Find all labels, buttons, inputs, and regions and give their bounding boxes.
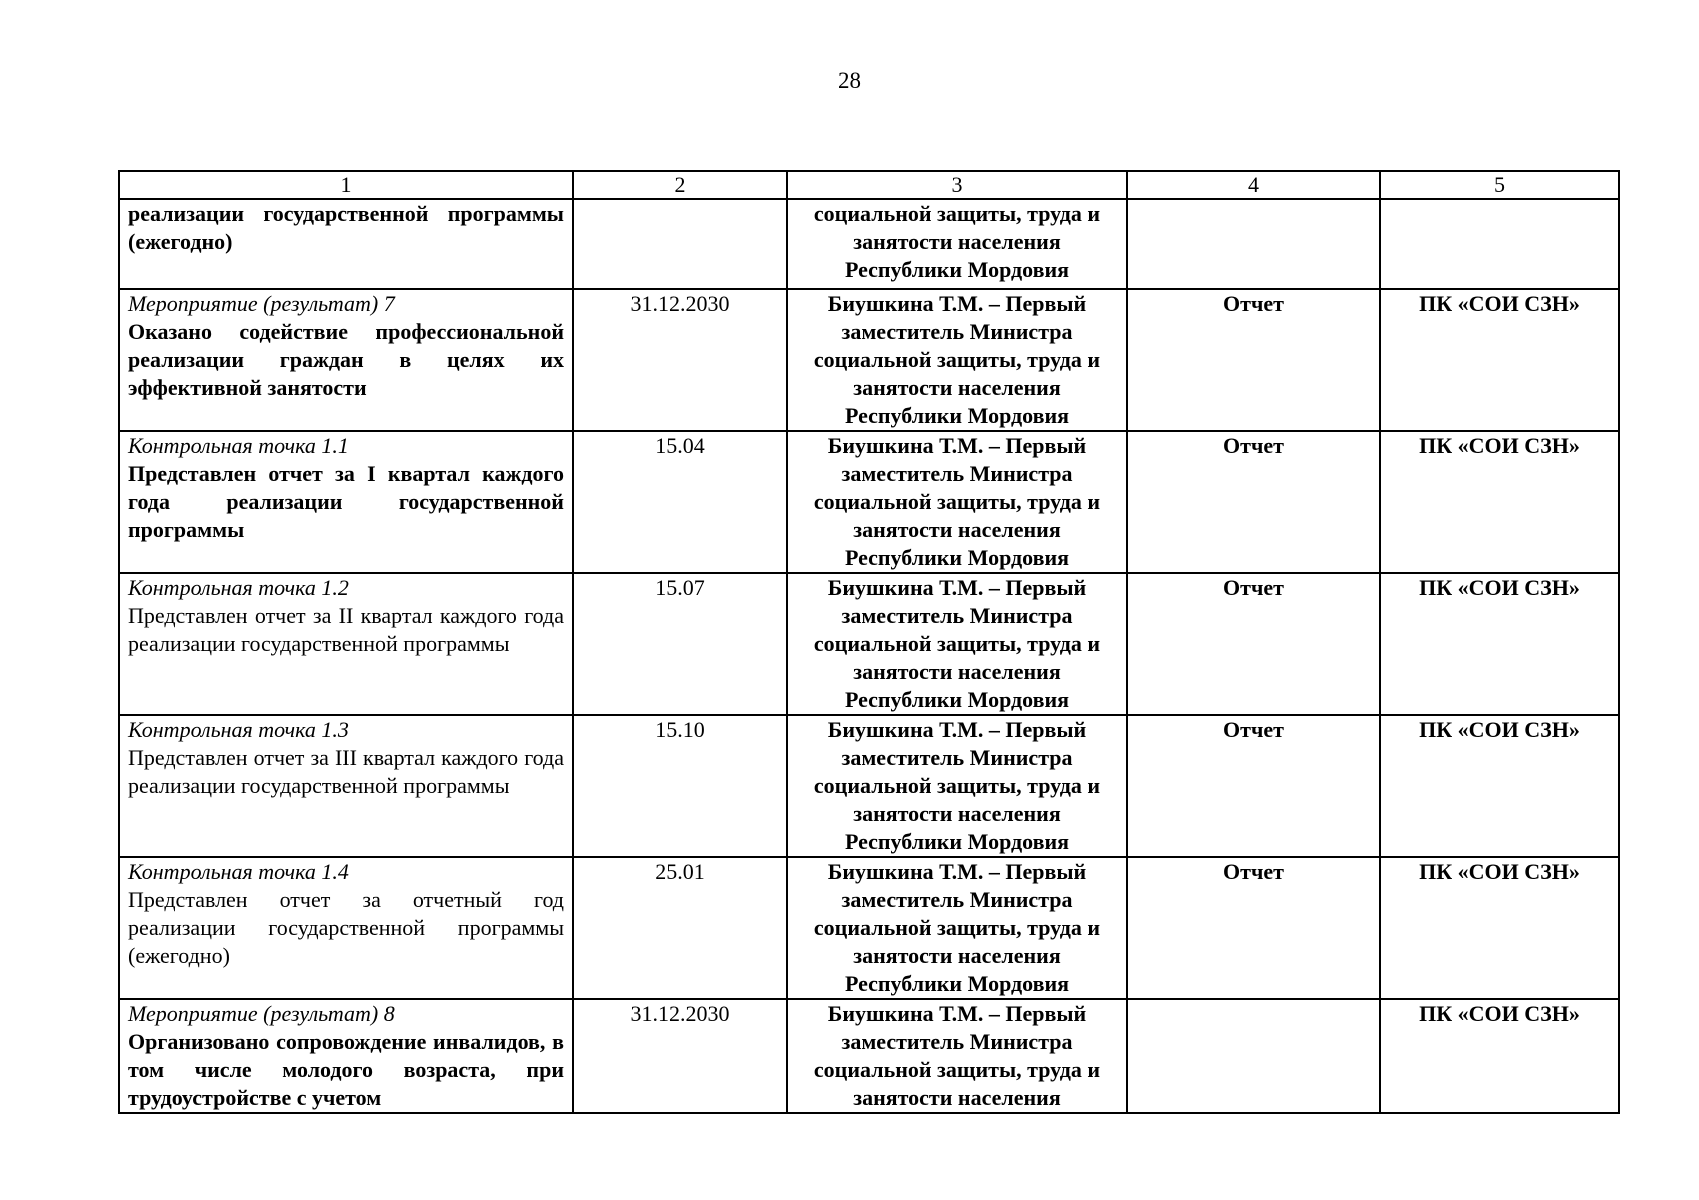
responsible-cell: социальной защиты, труда и занятости населения Республики Мордовия — [787, 199, 1127, 289]
system-cell: ПК «СОИ СЗН» — [1380, 715, 1619, 857]
document-cell — [1127, 199, 1380, 289]
event-description: Представлен отчет за отчетный год реализации государственной программы (ежегодно) — [128, 887, 564, 968]
system-cell: ПК «СОИ СЗН» — [1380, 999, 1619, 1113]
event-description: Представлен отчет за II квартал каждого года реализации государственной программы — [128, 603, 564, 656]
event-cell — [119, 199, 573, 289]
event-description: Организовано сопровождение инвалидов, в том числе молодого возраста, при трудоустройстве с учетом — [128, 1029, 564, 1110]
document-cell: Отчет — [1127, 573, 1380, 715]
event-kind: Мероприятие (результат) 7 — [128, 291, 395, 316]
header-col-1: 1 — [119, 171, 573, 199]
continuation-row — [119, 199, 1619, 289]
responsible-cell: Биушкина Т.М. – Первый заместитель Министра социальной защиты, труда и занятости населения Республики Мордовия — [787, 857, 1127, 999]
event-description: Оказано содействие профессиональной реализации граждан в целях их эффективной занятости — [128, 319, 564, 400]
document-cell: Отчет — [1127, 431, 1380, 573]
event-cell — [119, 431, 573, 573]
header-col-4: 4 — [1127, 171, 1380, 199]
event-cell — [119, 857, 573, 999]
page-number: 28 — [838, 68, 861, 93]
document-cell: Отчет — [1127, 715, 1380, 857]
date-cell: 31.12.2030 — [573, 999, 787, 1113]
event-description: реализации государственной программы (ежегодно) — [128, 201, 564, 254]
responsible-cell: Биушкина Т.М. – Первый заместитель Министра социальной защиты, труда и занятости населения Республики Мордовия — [787, 431, 1127, 573]
responsible-cell: Биушкина Т.М. – Первый заместитель Министра социальной защиты, труда и занятости населения — [787, 999, 1127, 1113]
responsible-cell: Биушкина Т.М. – Первый заместитель Министра социальной защиты, труда и занятости населения Республики Мордовия — [787, 289, 1127, 431]
header-row — [119, 171, 1619, 199]
date-cell: 31.12.2030 — [573, 289, 787, 431]
event-cell — [119, 573, 573, 715]
table-row — [119, 431, 1619, 573]
event-cell — [119, 715, 573, 857]
system-cell — [1380, 199, 1619, 289]
system-cell: ПК «СОИ СЗН» — [1380, 289, 1619, 431]
event-kind: Мероприятие (результат) 8 — [128, 1001, 395, 1026]
responsible-cell: Биушкина Т.М. – Первый заместитель Министра социальной защиты, труда и занятости населения Республики Мордовия — [787, 715, 1127, 857]
event-kind: Контрольная точка 1.1 — [128, 433, 349, 458]
event-kind: Контрольная точка 1.4 — [128, 859, 349, 884]
responsible-cell: Биушкина Т.М. – Первый заместитель Министра социальной защиты, труда и занятости населения Республики Мордовия — [787, 573, 1127, 715]
event-cell — [119, 999, 573, 1113]
date-cell: 15.04 — [573, 431, 787, 573]
table-row — [119, 573, 1619, 715]
date-cell: 15.07 — [573, 573, 787, 715]
document-cell: Отчет — [1127, 289, 1380, 431]
document-cell: Отчет — [1127, 857, 1380, 999]
table-row — [119, 999, 1619, 1113]
event-cell — [119, 289, 573, 431]
event-kind: Контрольная точка 1.3 — [128, 717, 349, 742]
header-col-2: 2 — [573, 171, 787, 199]
plan-table — [118, 170, 1620, 1114]
event-kind: Контрольная точка 1.2 — [128, 575, 349, 600]
header-col-3: 3 — [787, 171, 1127, 199]
document-cell — [1127, 999, 1380, 1113]
table-row — [119, 857, 1619, 999]
event-description: Представлен отчет за I квартал каждого года реализации государственной программы — [128, 461, 564, 542]
system-cell: ПК «СОИ СЗН» — [1380, 573, 1619, 715]
table-row — [119, 289, 1619, 431]
system-cell: ПК «СОИ СЗН» — [1380, 857, 1619, 999]
table-row — [119, 715, 1619, 857]
header-col-5: 5 — [1380, 171, 1619, 199]
date-cell: 25.01 — [573, 857, 787, 999]
system-cell: ПК «СОИ СЗН» — [1380, 431, 1619, 573]
event-description: Представлен отчет за III квартал каждого года реализации государственной программы — [128, 745, 564, 798]
date-cell — [573, 199, 787, 289]
date-cell: 15.10 — [573, 715, 787, 857]
